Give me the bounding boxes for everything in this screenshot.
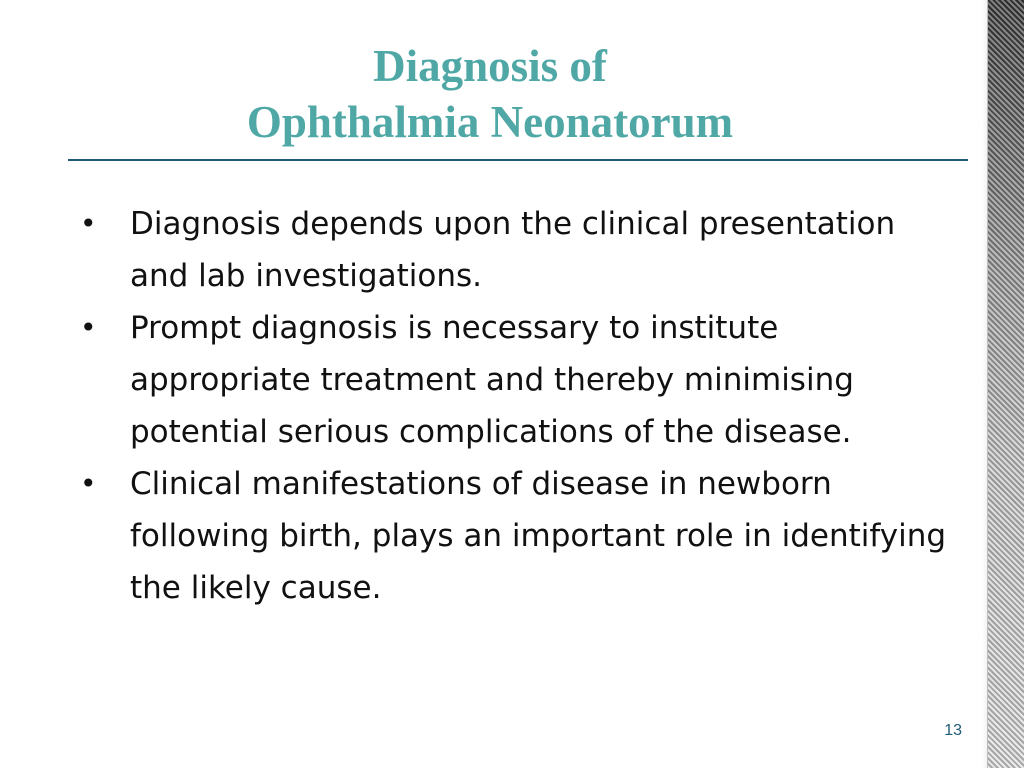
slide-title-line-1: Diagnosis of — [373, 41, 607, 91]
slide-title-line-2: Ophthalmia Neonatorum — [246, 97, 734, 147]
title-divider — [68, 159, 968, 161]
bullet-icon: • — [80, 207, 97, 240]
slide-title — [60, 38, 920, 150]
bullet-text: Clinical manifestations of disease in newborn following birth, plays an important role in identifying the likely cause. — [130, 466, 947, 606]
decorative-side-strip — [987, 0, 1024, 768]
bullet-icon: • — [80, 467, 97, 500]
bullet-item — [78, 198, 948, 302]
bullet-text: Prompt diagnosis is necessary to institute appropriate treatment and thereby minimising potential serious complications of the disease. — [130, 310, 854, 450]
bullet-icon: • — [80, 311, 97, 344]
page-number: 13 — [944, 722, 962, 739]
bullet-text: Diagnosis depends upon the clinical presentation and lab investigations. — [130, 206, 896, 294]
bullet-list — [78, 198, 948, 614]
bullet-item — [78, 302, 948, 458]
bullet-item — [78, 458, 948, 614]
